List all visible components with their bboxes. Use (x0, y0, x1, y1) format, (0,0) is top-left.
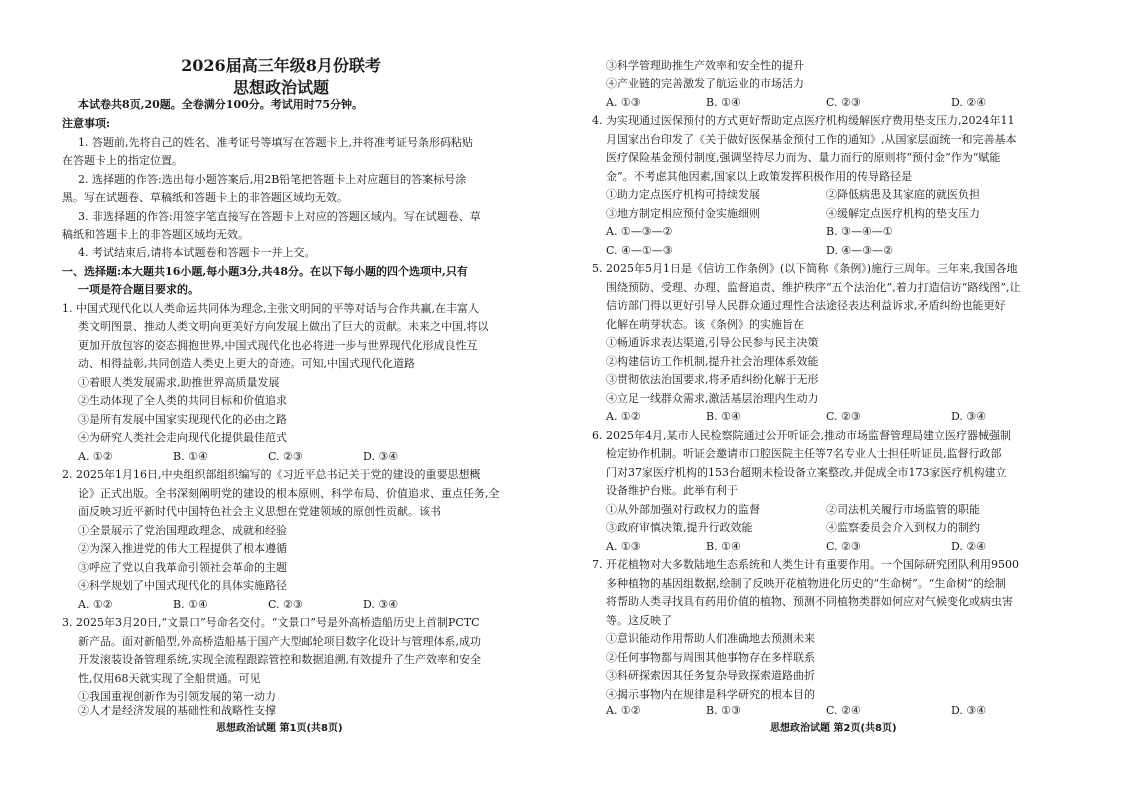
question-stem: 论》正式出版。全书深刻阐明党的建设的根本原则、科学布局、价值追求、重点任务,全 (78, 487, 500, 500)
option-a[interactable]: A. ①② (78, 450, 113, 463)
statement-item: ②为深入推进党的伟大工程提供了根本遵循 (78, 542, 287, 555)
question-stem: 性,仅用68天就实现了全船贯通。可见 (78, 672, 261, 685)
option-d[interactable]: D. ③④ (951, 410, 987, 423)
statement-item: ①畅通诉求表达渠道,引导公民参与民主决策 (606, 336, 819, 349)
option-a[interactable]: A. ①—③—② (606, 225, 673, 238)
option-b[interactable]: B. ③—④—① (826, 225, 893, 238)
statement-item: ③是所有发展中国家实现现代化的必由之路 (78, 413, 287, 426)
question-stem: 信访部门得以更好引导人民群众通过理性合法途径表达利益诉求,矛盾纠纷也能更好 (606, 299, 1006, 312)
option-b[interactable]: B. ①④ (706, 540, 741, 553)
section-heading: 一、选择题:本大题共16小题,每小题3分,共48分。在以下每小题的四个选项中,只有 (62, 265, 468, 278)
option-d[interactable]: D. ③④ (363, 450, 399, 463)
notice-line: 在答题卡上的指定位置。 (62, 154, 183, 167)
option-b[interactable]: B. ①④ (173, 598, 208, 611)
statement-item: ④科学规划了中国式现代化的具体实施路径 (78, 579, 287, 592)
question-stem: 检定协作机制。听证会邀请市口腔医院主任等7名专业人士担任听证员,监督行政部 (606, 447, 1002, 460)
question-stem: 围绕预防、受理、办理、监督追责、维护秩序“五个法治化”,着力打造信访“路线图”,让 (606, 281, 1021, 294)
statement-item: ③科学管理助推生产效率和安全性的提升 (606, 59, 804, 72)
statement-item: ④监察委员会介入到权力的制约 (826, 521, 980, 534)
question-stem: 3. 2025年3月20日,“文景口”号命名交付。“文景口”号是外高桥造船历史上首制PCTC (62, 616, 480, 629)
page-2 (562, 0, 1123, 794)
statement-item: ③贯彻依法治国要求,将矛盾纠纷化解于无形 (606, 373, 819, 386)
option-a[interactable]: A. ①② (78, 598, 113, 611)
notice-line: 稿纸和答题卡上的非答题区域均无效。 (62, 228, 249, 241)
notice-line: 2. 选择题的作答:选出每小题答案后,用2B铅笔把答题卡上对应题目的答案标号涂 (78, 173, 467, 186)
statement-item: ③科研探索因其任务复杂导致探索道路曲折 (606, 669, 815, 682)
question-stem: 新产品。面对新船型,外高桥造船基于国产大型邮轮项目数字化设计与管理体系,成功 (78, 635, 481, 648)
option-c[interactable]: C. ②③ (268, 450, 303, 463)
statement-item: ②构建信访工作机制,提升社会治理体系效能 (606, 355, 819, 368)
statement-item: ④为研究人类社会走向现代化提供最佳范式 (78, 431, 287, 444)
question-stem: 4. 为实现通过医保预付的方式更好帮助定点医疗机构缓解医疗费用垫支压力,2024年11 (592, 114, 1015, 127)
option-b[interactable]: B. ①④ (706, 410, 741, 423)
notice-line: 3. 非选择题的作答:用签字笔直接写在答题卡上对应的答题区域内。写在试题卷、草 (78, 210, 481, 223)
exam-meta: 本试卷共8页,20题。全卷满分100分。考试用时75分钟。 (78, 98, 364, 111)
question-stem: 化解在萌芽状态。该《条例》的实施旨在 (606, 318, 804, 331)
statement-item: ④产业链的完善激发了航运业的市场活力 (606, 77, 804, 90)
option-c[interactable]: C. ②③ (826, 410, 861, 423)
statement-item: ④缓解定点医疗机构的垫支压力 (826, 207, 980, 220)
statement-item: ①从外部加强对行政权力的监督 (606, 503, 760, 516)
question-stem: 设备维护台账。此举有利于 (606, 484, 738, 497)
statement-item: ④揭示事物内在规律是科学研究的根本目的 (606, 688, 815, 701)
notice-title: 注意事项: (62, 117, 111, 130)
question-stem: 金”。不考虑其他因素,国家以上政策发挥积极作用的传导路径是 (606, 170, 913, 183)
statement-item: ①全景展示了党治国理政理念、成就和经验 (78, 524, 287, 537)
statement-item: ①着眼人类发展需求,助推世界高质量发展 (78, 376, 280, 389)
question-stem: 更加开放包容的姿态拥抱世界,中国式现代化也必将进一步与世界现代化形成良性互 (78, 339, 478, 352)
exam-subject: 思想政治试题 (232, 78, 329, 97)
question-stem: 等。这反映了 (606, 614, 672, 627)
option-d[interactable]: D. ②④ (951, 540, 987, 553)
statement-item: ①意识能动作用帮助人们准确地去预测未来 (606, 632, 815, 645)
option-a[interactable]: A. ①② (606, 704, 641, 717)
question-stem: 类文明图景、推动人类文明向更美好方向发展上做出了巨大的贡献。未来之中国,将以 (78, 320, 489, 333)
question-stem: 门对37家医疗机构的153台超期未检设备立案整改,并促成全市173家医疗机构建立 (606, 466, 1007, 479)
option-b[interactable]: B. ①③ (706, 704, 741, 717)
question-stem: 面反映习近平新时代中国特色社会主义思想在党建领域的原创性贡献。该书 (78, 505, 441, 518)
option-c[interactable]: C. ②③ (826, 540, 861, 553)
option-d[interactable]: D. ③④ (363, 598, 399, 611)
option-d[interactable]: D. ④—③—② (826, 244, 894, 257)
section-heading: 一项是符合题目要求的。 (78, 283, 199, 296)
statement-item: ③呼应了党以自我革命引领社会革命的主题 (78, 561, 287, 574)
exam-title: 2026届高三年级8月份联考 (181, 56, 381, 75)
question-stem: 1. 中国式现代化以人类命运共同体为理念,主张文明间的平等对话与合作共赢,在丰富人 (62, 302, 479, 315)
option-d[interactable]: D. ③④ (951, 704, 987, 717)
statement-item: ②降低病患及其家庭的就医负担 (826, 188, 980, 201)
question-stem: 2. 2025年1月16日,中央组织部组织编写的《习近平总书记关于党的建设的重要思想概 (62, 468, 481, 481)
statement-item: ④立足一线群众需求,激活基层治理内生动力 (606, 392, 819, 405)
question-stem: 多种植物的基因组数据,绘制了反映开花植物进化历史的“生命树”。“生命树”的绘制 (606, 577, 1006, 590)
question-stem: 开发滚装设备管理系统,实现全流程跟踪管控和数据追溯,有效提升了生产效率和安全 (78, 653, 481, 666)
statement-item: ①我国重视创新作为引领发展的第一动力 (78, 690, 276, 703)
option-c[interactable]: C. ②③ (826, 96, 861, 109)
statement-item: ③政府审慎决策,提升行政效能 (606, 521, 753, 534)
option-a[interactable]: A. ①③ (606, 540, 641, 553)
question-stem: 6. 2025年4月,某市人民检察院通过公开听证会,推动市场监督管理局建立医疗器械强制 (592, 429, 1011, 442)
option-b[interactable]: B. ①④ (173, 450, 208, 463)
statement-item: ②人才是经济发展的基础性和战略性支撑 (78, 704, 276, 717)
question-stem: 动、相得益彰,共同创造人类史上更大的奇迹。可知,中国式现代化道路 (78, 357, 415, 370)
statement-item: ②生动体现了全人类的共同目标和价值追求 (78, 394, 287, 407)
option-c[interactable]: C. ②③ (268, 598, 303, 611)
page-footer: 思想政治试题 第1页(共8页) (216, 723, 343, 734)
question-stem: 7. 开花植物对大多数陆地生态系统和人类生计有重要作用。一个国际研究团队利用9500 (592, 558, 1019, 571)
option-a[interactable]: A. ①③ (606, 96, 641, 109)
option-a[interactable]: A. ①② (606, 410, 641, 423)
notice-line: 黑。写在试题卷、草稿纸和答题卡上的非答题区域均无效。 (62, 191, 348, 204)
question-stem: 将帮助人类寻找具有药用价值的植物、预测不同植物类群如何应对气候变化或病虫害 (606, 595, 1013, 608)
question-stem: 5. 2025年5月1日是《信访工作条例》(以下简称《条例》)施行三周年。三年来,我国各地 (592, 262, 1018, 275)
question-stem: 医疗保险基金预付制度,强调坚持尽力而为、量力而行的原则将“预付金”作为“赋能 (606, 151, 1001, 164)
statement-item: ③地方制定相应预付金实施细则 (606, 207, 760, 220)
notice-line: 4. 考试结束后,请将本试题卷和答题卡一并上交。 (78, 246, 316, 259)
statement-item: ①助力定点医疗机构可持续发展 (606, 188, 760, 201)
statement-item: ②司法机关履行市场监管的职能 (826, 503, 980, 516)
option-d[interactable]: D. ②④ (951, 96, 987, 109)
statement-item: ②任何事物都与周围其他事物存在多样联系 (606, 651, 815, 664)
page-footer: 思想政治试题 第2页(共8页) (770, 723, 897, 734)
option-c[interactable]: C. ④—①—③ (606, 244, 673, 257)
option-b[interactable]: B. ①④ (706, 96, 741, 109)
option-c[interactable]: C. ②④ (826, 704, 861, 717)
notice-line: 1. 答题前,先将自己的姓名、准考证号等填写在答题卡上,并将准考证号条形码粘贴 (78, 136, 473, 149)
question-stem: 月国家出台印发了《关于做好医保基金预付工作的通知》,从国家层面统一和完善基本 (606, 133, 1017, 146)
